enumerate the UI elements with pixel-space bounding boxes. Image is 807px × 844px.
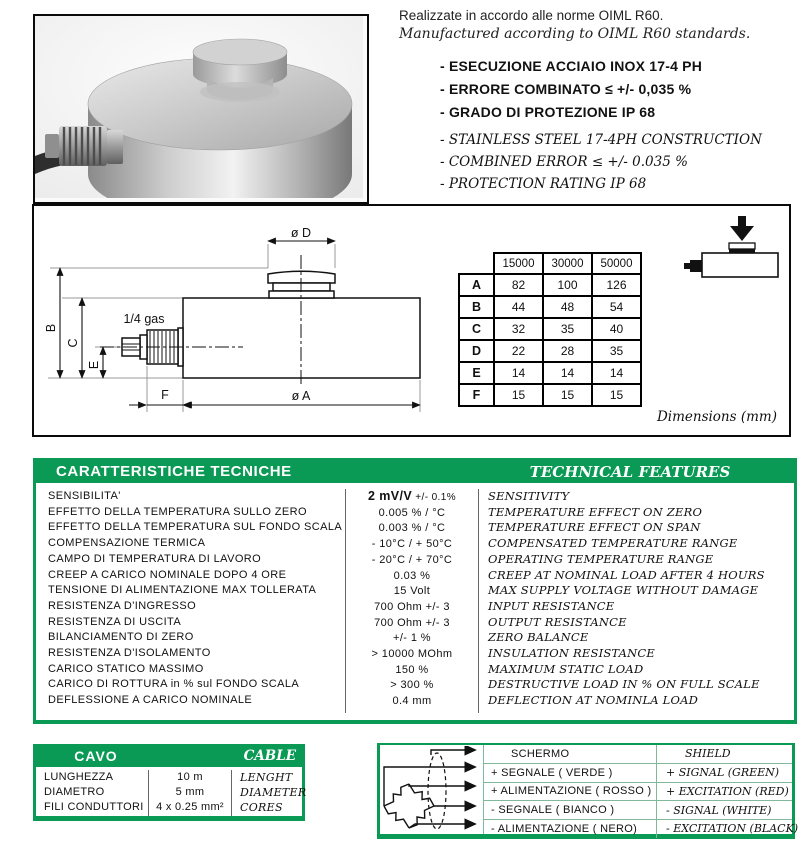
label-gas-thread: 1/4 gas [123, 312, 165, 326]
wiring-label-italian: - ALIMENTAZIONE ( NERO) [491, 822, 638, 835]
load-cell-photo-illustration [35, 16, 363, 198]
tech-spec-table [36, 483, 794, 713]
bridge-resistor [384, 784, 409, 806]
bridge-schematic-icon [381, 746, 483, 832]
dimension-row [459, 296, 641, 318]
dimension-value: 22 [494, 340, 543, 362]
spec-value: - 20°C / + 70°C [371, 553, 453, 566]
cable-label-english: CORES [240, 801, 283, 815]
label-b: B [44, 323, 58, 333]
spec-label-italian: EFFETTO DELLA TEMPERATURA SUL FONDO SCALA [48, 521, 343, 534]
cable-header-bar [36, 747, 302, 767]
spec-label-english: COMPENSATED TEMPERATURE RANGE [488, 536, 738, 551]
tech-labels-italian [36, 489, 345, 713]
spec-label-italian: DEFLESSIONE A CARICO NOMINALE [48, 694, 253, 707]
cable-spec-table [36, 767, 307, 816]
wiring-label-italian: SCHERMO [511, 747, 570, 760]
cable-title-italian: CAVO [74, 748, 118, 764]
technical-features-panel [33, 458, 797, 724]
spec-value-strong: 2 mV/V [368, 489, 413, 503]
dimension-drawing-panel [32, 204, 791, 437]
cable-value: 4 x 0.25 mm² [156, 801, 224, 814]
button-flange [200, 82, 280, 102]
spec-label-english: OUTPUT RESISTANCE [488, 614, 627, 629]
dimension-letter: B [459, 296, 494, 318]
feature-bullet-english: - COMBINED ERROR ≤ +/- 0.035 % [440, 154, 688, 170]
dimension-value: 82 [494, 274, 543, 296]
spec-value: +/- 1 % [393, 632, 431, 645]
wiring-row [484, 800, 792, 819]
spec-label-italian: RESISTENZA D'INGRESSO [48, 599, 197, 612]
dimension-value: 40 [592, 318, 641, 340]
cable-title-english: CABLE [243, 748, 296, 764]
dimension-value: 14 [543, 362, 592, 384]
intro-text [399, 8, 799, 42]
feature-bullet-italian: - GRADO DI PROTEZIONE IP 68 [440, 104, 656, 120]
spec-label-english: OPERATING TEMPERATURE RANGE [488, 551, 714, 566]
spec-label-italian: CARICO DI ROTTURA in % sul FONDO SCALA [48, 678, 300, 691]
spec-value: - 10°C / + 50°C [371, 538, 453, 551]
cable-labels-italian [36, 770, 148, 816]
spec-value: 700 Ohm +/- 3 [374, 600, 450, 613]
dimension-value: 126 [592, 274, 641, 296]
wiring-row [484, 745, 792, 763]
intro-line-italian: Realizzate in accordo alle norme OIML R60. [399, 8, 664, 23]
wiring-label-italian: + SEGNALE ( VERDE ) [491, 766, 613, 779]
wiring-row [484, 819, 799, 838]
cable-shield-ellipse [428, 753, 446, 829]
spec-label-english: CREEP AT NOMINAL LOAD AFTER 4 HOURS [488, 567, 765, 582]
spec-label-english: SENSITIVITY [488, 489, 570, 503]
dimension-row [459, 384, 641, 406]
spec-value: 15 Volt [393, 585, 431, 598]
cable-label-italian: LUNGHEZZA [44, 771, 114, 783]
dimension-value: 35 [592, 340, 641, 362]
feature-bullet-italian: - ESECUZIONE ACCIAIO INOX 17-4 PH [440, 58, 703, 74]
spec-value: 700 Ohm +/- 3 [374, 616, 450, 629]
dimension-value: 28 [543, 340, 592, 362]
wiring-label-english: + EXCITATION (RED) [656, 783, 792, 801]
spec-value: 0.003 % / °C [378, 522, 446, 535]
dimension-value: 54 [592, 296, 641, 318]
dimensions-table [458, 252, 642, 407]
load-direction-icon [674, 214, 807, 292]
spec-value-suffix: +/- 0.1% [412, 492, 456, 503]
wiring-label-english: + SIGNAL (GREEN) [656, 764, 792, 782]
wiring-label-italian: - SEGNALE ( BIANCO ) [491, 804, 615, 817]
spec-label-english: TEMPERATURE EFFECT ON SPAN [488, 520, 701, 535]
feature-bullets-english [440, 129, 800, 195]
wiring-table [483, 745, 799, 836]
load-cell-outline [122, 271, 420, 378]
button-cap-top [193, 39, 287, 65]
dimension-letter: E [459, 362, 494, 384]
label-diameter-d: ø D [290, 228, 312, 240]
spec-label-english: INPUT RESISTANCE [488, 598, 615, 613]
mini-cell-body [702, 253, 778, 277]
dimensions-note: Dimensions (mm) [656, 409, 777, 425]
tech-header-bar [36, 461, 794, 483]
dimension-letter: A [459, 274, 494, 296]
spec-label-english: DESTRUCTIVE LOAD IN % ON FULL SCALE [488, 677, 760, 692]
wiring-label-italian: + ALIMENTAZIONE ( ROSSO ) [491, 785, 652, 798]
spec-label-english: ZERO BALANCE [488, 630, 589, 645]
spec-label-italian: CREEP A CARICO NOMINALE DOPO 4 ORE [48, 568, 287, 581]
bridge-resistor [409, 784, 434, 806]
dimension-row [459, 340, 641, 362]
spec-label-english: DEFLECTION AT NOMINLA LOAD [488, 693, 699, 708]
dimension-value: 35 [543, 318, 592, 340]
feature-bullet-english: - PROTECTION RATING IP 68 [440, 176, 647, 192]
wiring-row [484, 763, 792, 782]
label-f: F [161, 388, 169, 402]
dimension-row [459, 362, 641, 384]
cable-label-italian: DIAMETRO [44, 786, 105, 799]
dimension-value: 32 [494, 318, 543, 340]
spec-value: 0.4 mm [392, 695, 432, 708]
spec-label-italian: RESISTENZA DI USCITA [48, 615, 182, 628]
spec-value: > 300 % [390, 679, 434, 692]
excitation-plus-wire [409, 784, 475, 786]
label-c: C [66, 338, 80, 348]
wiring-label-english: - EXCITATION (BLACK) [656, 820, 798, 838]
spec-label-italian: BILANCIAMENTO DI ZERO [48, 631, 194, 644]
spec-value: 0.005 % / °C [378, 506, 446, 519]
spec-label-italian: EFFETTO DELLA TEMPERATURA SULLO ZERO [48, 505, 307, 518]
spec-label-english: MAX SUPPLY VOLTAGE WITHOUT DAMAGE [488, 583, 759, 598]
spec-label-english: TEMPERATURE EFFECT ON ZERO [488, 504, 703, 519]
dimension-drawing [42, 228, 462, 420]
cable-value: 5 mm [175, 786, 205, 799]
feature-bullets-italian [440, 55, 800, 124]
dimension-value: 48 [543, 296, 592, 318]
dimension-row [459, 274, 641, 296]
spec-label-italian: CARICO STATICO MASSIMO [48, 662, 204, 675]
tech-title-italian: CARATTERISTICHE TECNICHE [56, 463, 292, 480]
label-e: E [87, 360, 101, 370]
dimension-letter: D [459, 340, 494, 362]
cable-values [148, 770, 232, 816]
tech-title-english: TECHNICAL FEATURES [529, 463, 731, 481]
capacity-column-header: 30000 [543, 253, 592, 274]
dimension-value: 14 [592, 362, 641, 384]
wiring-label-english: SHIELD [656, 745, 792, 763]
dimension-value: 15 [543, 384, 592, 406]
cable-label-italian: FILI CONDUTTORI [44, 801, 144, 814]
bridge-resistor [384, 806, 409, 828]
cable-label-english: LENGHT [240, 771, 293, 784]
product-photo [33, 14, 369, 204]
cable-panel [33, 744, 305, 821]
capacity-column-header: 50000 [592, 253, 641, 274]
spec-value: 150 % [395, 663, 429, 676]
spec-value: > 10000 MOhm [371, 648, 453, 661]
capacity-column-header: 15000 [494, 253, 543, 274]
tech-values [345, 489, 479, 713]
spec-label-english: MAXIMUM STATIC LOAD [488, 661, 644, 676]
dimension-value: 15 [494, 384, 543, 406]
tech-labels-english [479, 489, 794, 713]
spec-label-italian: SENSIBILITA' [48, 490, 121, 502]
dimension-letter: F [459, 384, 494, 406]
dimension-value: 14 [494, 362, 543, 384]
dimension-row [459, 318, 641, 340]
excitation-minus-wire [409, 824, 475, 828]
cable-label-english: DIAMETER [240, 786, 307, 800]
load-arrow [730, 226, 754, 241]
intro-line-english: Manufactured according to OIML R60 standards. [399, 26, 751, 42]
spec-label-english: INSULATION RESISTANCE [488, 646, 656, 661]
spec-label-italian: CAMPO DI TEMPERATURA DI LAVORO [48, 552, 262, 565]
spec-label-italian: COMPENSAZIONE TERMICA [48, 537, 206, 550]
cable-labels-english [232, 770, 306, 816]
wiring-row [484, 782, 792, 801]
spec-label-italian: TENSIONE DI ALIMENTAZIONE MAX TOLLERATA [48, 584, 317, 597]
corner-cell [459, 253, 494, 274]
feature-bullet-italian: - ERRORE COMBINATO ≤ +/- 0,035 % [440, 81, 692, 97]
feature-bullet-english: - STAINLESS STEEL 17-4PH CONSTRUCTION [440, 132, 762, 148]
dimension-letter: C [459, 318, 494, 340]
dimension-value: 15 [592, 384, 641, 406]
spec-value: 0.03 % [393, 569, 431, 582]
dimension-value: 44 [494, 296, 543, 318]
label-diameter-a: ø A [291, 389, 311, 403]
cable-value: 10 m [177, 771, 203, 783]
wiring-panel [377, 743, 799, 839]
mini-connector [690, 260, 702, 272]
spec-label-italian: RESISTENZA D'ISOLAMENTO [48, 647, 211, 660]
wiring-label-english: - SIGNAL (WHITE) [656, 801, 792, 819]
dimensions-table-header-row [459, 253, 641, 274]
spec-value [346, 489, 478, 506]
dimension-value: 100 [543, 274, 592, 296]
